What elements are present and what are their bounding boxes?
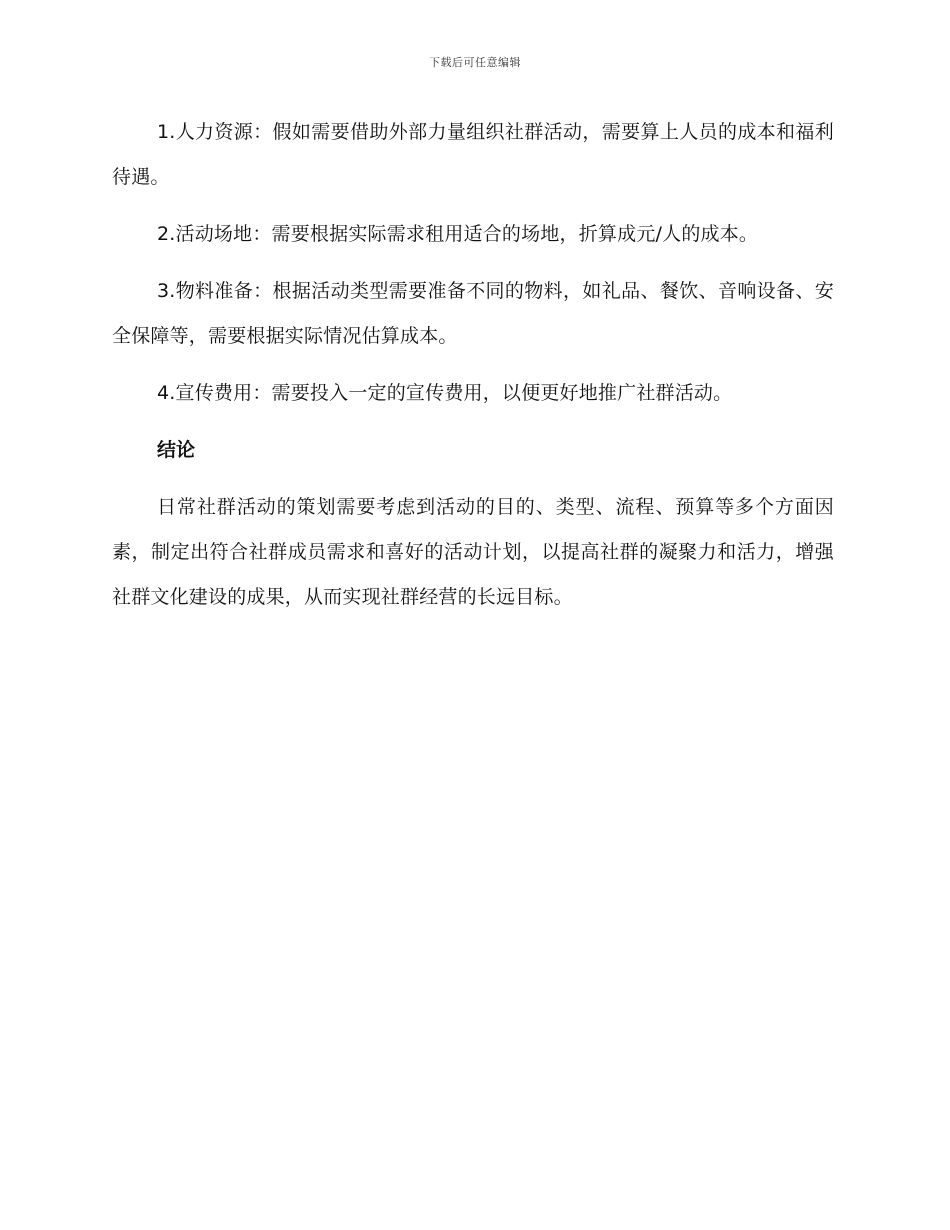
cost-item-venue: 2.活动场地：需要根据实际需求租用适合的场地，折算成元/人的成本。	[157, 223, 759, 245]
page-header-note: 下载后可任意编辑	[429, 56, 521, 69]
cost-item-promotion: 4.宣传费用：需要投入一定的宣传费用，以便更好地推广社群活动。	[157, 382, 733, 404]
conclusion-heading: 结论	[157, 439, 196, 461]
document-body	[112, 110, 834, 632]
conclusion-paragraph: 日常社群活动的策划需要考虑到活动的目的、类型、流程、预算等多个方面因素，制定出符合社群成员需求和喜好的活动计划，以提高社群的凝聚力和活力，增强社群文化建设的成果，从而实现社群经营的长远目标。	[112, 496, 834, 608]
cost-item-human-resources: 1.人力资源：假如需要借助外部力量组织社群活动，需要算上人员的成本和福利待遇。	[112, 121, 834, 188]
cost-item-materials: 3.物料准备：根据活动类型需要准备不同的物料，如礼品、餐饮、音响设备、安全保障等，需要根据实际情况估算成本。	[112, 280, 834, 347]
